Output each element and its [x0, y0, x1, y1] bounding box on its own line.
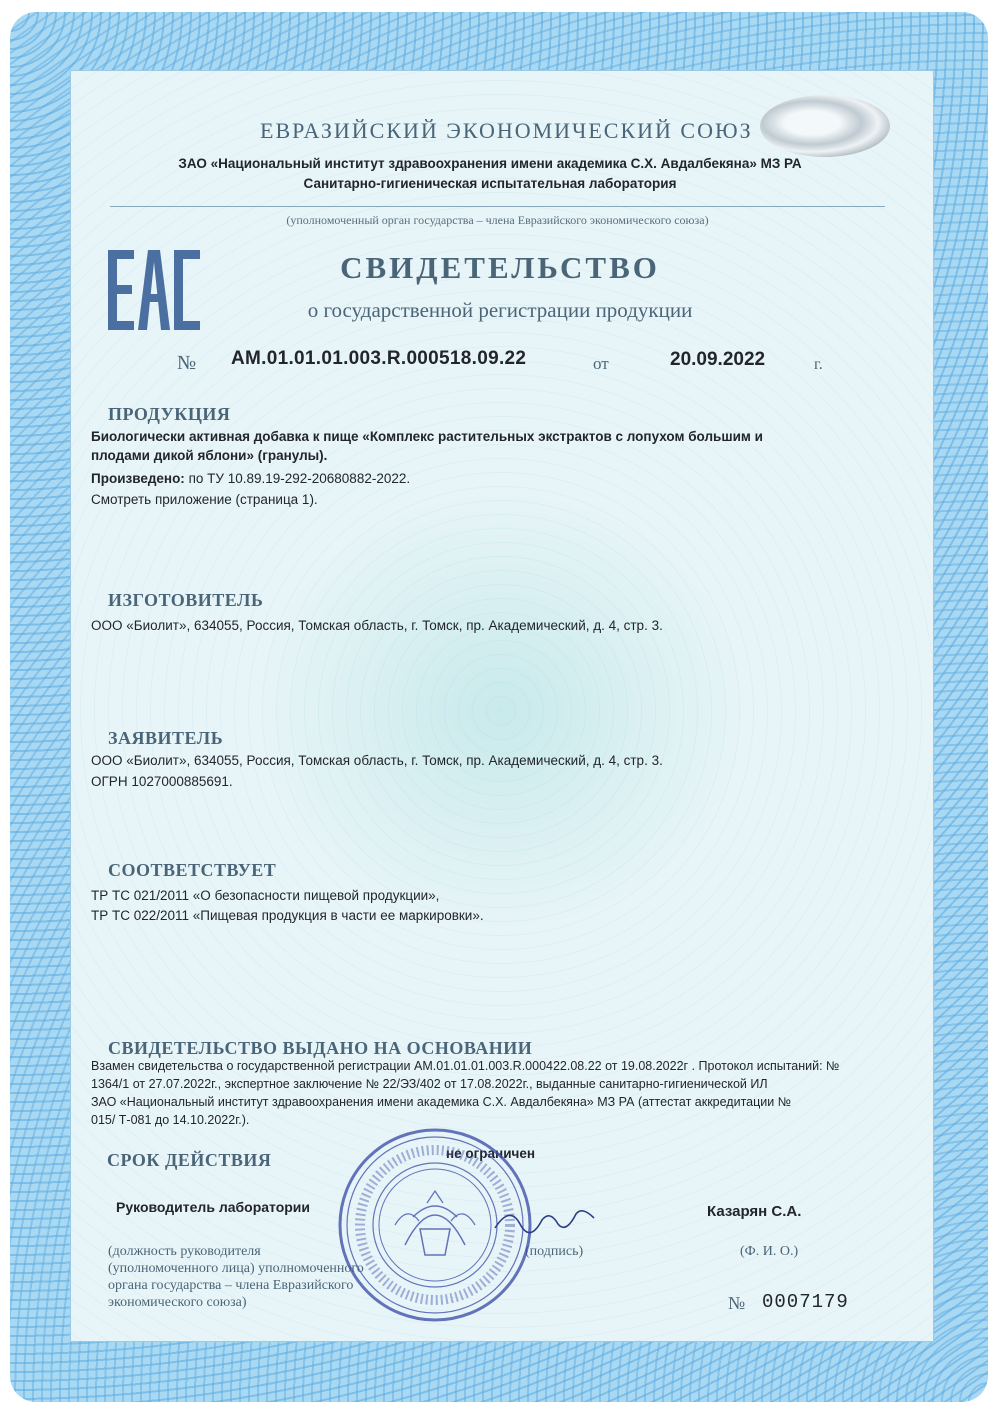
- produced-label: Произведено:: [91, 471, 185, 486]
- signature-caption: (подпись): [525, 1244, 584, 1259]
- name-caption: (Ф. И. О.): [740, 1244, 799, 1259]
- certificate-subtitle: о государственной регистрации продукции: [307, 298, 693, 322]
- position-caption-1: (должность руководителя: [108, 1244, 261, 1259]
- hologram-sticker: [760, 95, 890, 157]
- regulation-022: ТР ТС 022/2011 «Пищевая продукция в части ее маркировки».: [91, 908, 484, 923]
- manufacturer-heading: ИЗГОТОВИТЕЛЬ: [108, 590, 264, 610]
- issuing-organization: ЗАО «Национальный институт здравоохранения имени академика С.Х. Авдалбекяна» МЗ РА: [178, 156, 802, 171]
- regulation-021: ТР ТС 021/2011 «О безопасности пищевой продукции»,: [91, 888, 440, 903]
- basis-line-2: 1364/1 от 27.07.2022г., экспертное заключение № 22/ЭЗ/402 от 17.08.2022г., выданные санитарно-гигиенической ИЛ: [91, 1077, 768, 1091]
- number-sign: №: [177, 352, 197, 374]
- position-caption-2: (уполномоченного лица) уполномоченного: [108, 1261, 364, 1276]
- header-divider: [110, 206, 885, 207]
- applicant-address: ООО «Биолит», 634055, Россия, Томская область, г. Томск, пр. Академический, д. 4, стр. 3.: [91, 753, 663, 768]
- conforms-heading: СООТВЕТСТВУЕТ: [108, 860, 277, 880]
- produced-by-line: [91, 469, 410, 488]
- product-heading: ПРОДУКЦИЯ: [108, 404, 231, 424]
- product-line-2: плодами дикой яблони» (гранулы).: [91, 448, 328, 463]
- basis-line-1: Взамен свидетельства о государственной регистрации AM.01.01.01.003.R.000422.08.22 от 19.08.2022г . Протокол испытаний: №: [91, 1059, 840, 1073]
- validity-value: не ограничен: [446, 1146, 535, 1161]
- basis-heading: СВИДЕТЕЛЬСТВО ВЫДАНО НА ОСНОВАНИИ: [108, 1038, 533, 1058]
- certificate-date: 20.09.2022: [670, 349, 766, 370]
- laboratory-name: Санитарно-гигиеническая испытательная лаборатория: [303, 176, 677, 191]
- position-caption-3: органа государства – члена Евразийского: [108, 1278, 354, 1293]
- union-title: ЕВРАЗИЙСКИЙ ЭКОНОМИЧЕСКИЙ СОЮЗ: [260, 118, 753, 143]
- basis-line-3: ЗАО «Национальный институт здравоохранения имени академика С.Х. Авдалбекяна» МЗ РА (аттестат аккредитации №: [91, 1095, 792, 1109]
- produced-value: по ТУ 10.89.19-292-20680882-2022.: [184, 471, 411, 486]
- see-appendix: Смотреть приложение (страница 1).: [91, 492, 318, 507]
- certificate-title: СВИДЕТЕЛЬСТВО: [340, 250, 660, 285]
- position-caption-4: экономического союза): [108, 1295, 247, 1310]
- authority-note: (уполномоченный орган государства – члена Евразийского экономического союза): [286, 213, 709, 227]
- year-abbreviation: г.: [814, 356, 823, 373]
- handwritten-signature: [490, 1200, 600, 1240]
- date-from-label: от: [593, 354, 609, 373]
- serial-number-sign: №: [728, 1293, 746, 1313]
- serial-number: 0007179: [762, 1291, 849, 1313]
- manufacturer-address: ООО «Биолит», 634055, Россия, Томская область, г. Томск, пр. Академический, д. 4, стр. 3.: [91, 618, 663, 633]
- applicant-ogrn: ОГРН 1027000885691.: [91, 774, 233, 789]
- product-line-1: Биологически активная добавка к пище «Комплекс растительных экстрактов с лопухом большим и: [91, 429, 763, 444]
- signatory-name: Казарян С.А.: [707, 1203, 802, 1220]
- validity-heading: СРОК ДЕЙСТВИЯ: [107, 1150, 272, 1170]
- basis-line-4: 015/ Т-081 до 14.10.2022г.).: [91, 1113, 250, 1127]
- applicant-heading: ЗАЯВИТЕЛЬ: [108, 728, 224, 748]
- certificate-number: AM.01.01.01.003.R.000518.09.22: [231, 348, 527, 369]
- signatory-position: Руководитель лаборатории: [116, 1199, 311, 1215]
